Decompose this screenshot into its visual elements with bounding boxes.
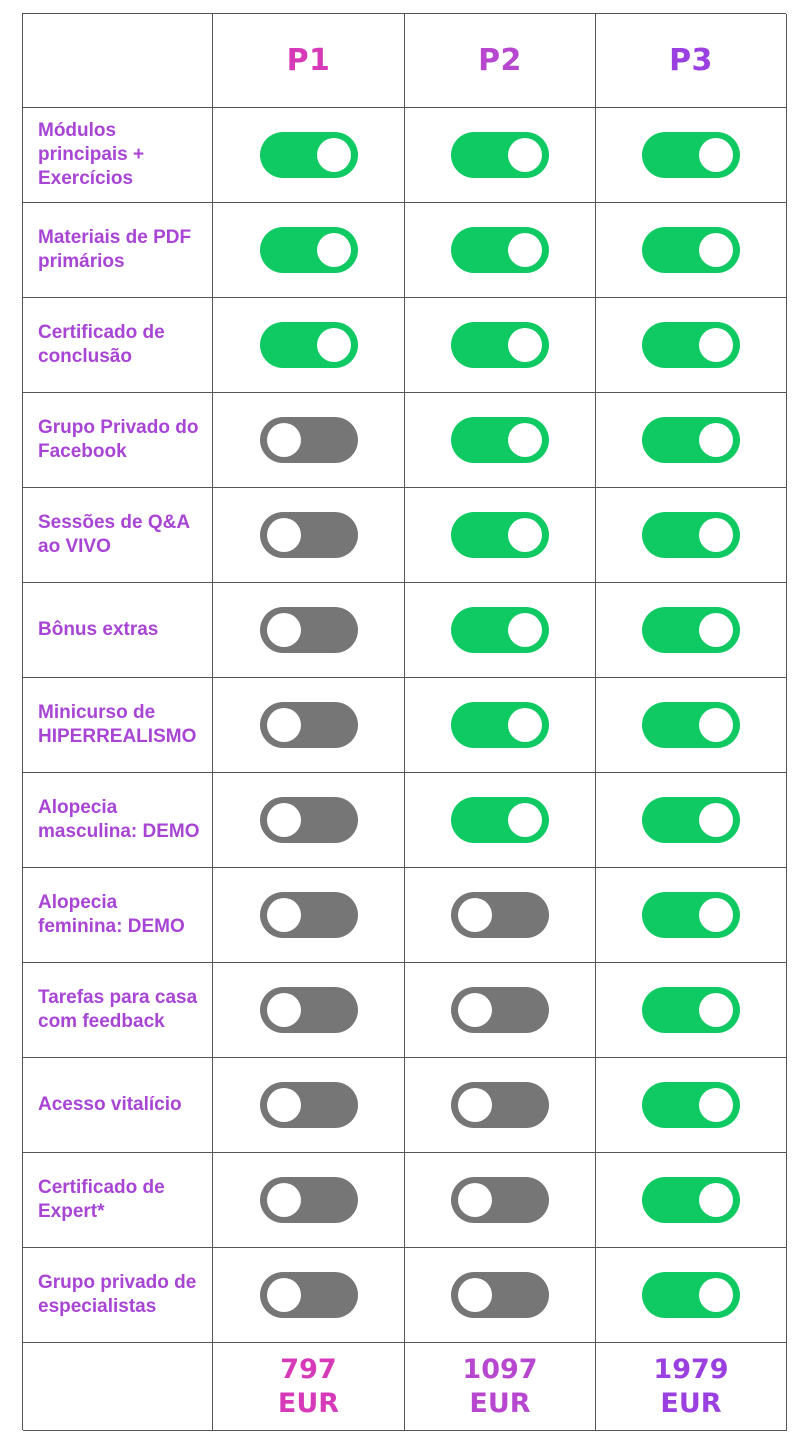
toggle-on-icon[interactable] xyxy=(451,417,549,463)
feature-label: Sessões de Q&A ao VIVO xyxy=(38,512,190,557)
plan-header-cell xyxy=(596,14,787,108)
toggle-knob xyxy=(508,138,542,172)
toggle-off-icon[interactable] xyxy=(451,987,549,1033)
toggle-knob xyxy=(699,803,733,837)
toggle-knob xyxy=(267,803,301,837)
feature-toggle-cell xyxy=(405,393,596,488)
toggle-knob xyxy=(699,1088,733,1122)
feature-label: Materiais de PDF primários xyxy=(38,227,192,272)
toggle-off-icon[interactable] xyxy=(260,1177,358,1223)
feature-label-cell xyxy=(23,583,213,678)
toggle-on-icon[interactable] xyxy=(451,322,549,368)
feature-toggle-cell xyxy=(596,678,787,773)
toggle-knob xyxy=(699,233,733,267)
toggle-off-icon[interactable] xyxy=(451,892,549,938)
feature-toggle-cell xyxy=(405,298,596,393)
feature-label: Minicurso de HIPERREALISMO xyxy=(38,702,197,747)
feature-toggle-cell xyxy=(405,963,596,1058)
toggle-on-icon[interactable] xyxy=(642,892,740,938)
toggle-knob xyxy=(699,138,733,172)
feature-toggle-cell xyxy=(213,773,405,868)
feature-toggle-cell xyxy=(596,298,787,393)
toggle-knob xyxy=(508,518,542,552)
toggle-knob xyxy=(267,993,301,1027)
plan-name: P2 xyxy=(478,43,522,78)
toggle-on-icon[interactable] xyxy=(451,702,549,748)
toggle-off-icon[interactable] xyxy=(260,892,358,938)
plan-price xyxy=(278,1353,339,1421)
feature-toggle-cell xyxy=(596,868,787,963)
feature-toggle-cell xyxy=(213,868,405,963)
feature-label-cell xyxy=(23,1153,213,1248)
toggle-on-icon[interactable] xyxy=(451,607,549,653)
toggle-on-icon[interactable] xyxy=(642,1272,740,1318)
feature-label: Grupo Privado do Facebook xyxy=(38,417,199,462)
toggle-off-icon[interactable] xyxy=(260,987,358,1033)
feature-label-cell xyxy=(23,108,213,203)
feature-label: Módulos principais + Exercícios xyxy=(38,120,145,189)
plan-name: P1 xyxy=(286,43,331,78)
toggle-knob xyxy=(508,423,542,457)
feature-toggle-cell xyxy=(596,203,787,298)
toggle-knob xyxy=(267,898,301,932)
price-cell xyxy=(596,1343,787,1431)
toggle-knob xyxy=(458,1183,492,1217)
feature-toggle-cell xyxy=(405,488,596,583)
feature-toggle-cell xyxy=(213,1248,405,1343)
feature-toggle-cell xyxy=(213,203,405,298)
feature-toggle-cell xyxy=(213,963,405,1058)
toggle-on-icon[interactable] xyxy=(642,227,740,273)
toggle-on-icon[interactable] xyxy=(642,417,740,463)
feature-toggle-cell xyxy=(596,1058,787,1153)
price-currency: EUR xyxy=(277,1387,340,1419)
toggle-knob xyxy=(508,233,542,267)
feature-toggle-cell xyxy=(405,773,596,868)
price-amount: 1979 xyxy=(653,1353,729,1385)
toggle-off-icon[interactable] xyxy=(451,1082,549,1128)
toggle-on-icon[interactable] xyxy=(642,1177,740,1223)
feature-label: Acesso vitalício xyxy=(38,1094,182,1116)
feature-toggle-cell xyxy=(596,1153,787,1248)
toggle-knob xyxy=(458,1088,492,1122)
feature-toggle-cell xyxy=(405,1058,596,1153)
toggle-knob xyxy=(267,1183,301,1217)
toggle-on-icon[interactable] xyxy=(642,132,740,178)
feature-toggle-cell xyxy=(596,108,787,203)
feature-label: Tarefas para casa com feedback xyxy=(38,987,198,1032)
toggle-knob xyxy=(699,328,733,362)
toggle-on-icon[interactable] xyxy=(642,607,740,653)
feature-label: Alopecia masculina: DEMO xyxy=(38,797,200,842)
feature-label-cell xyxy=(23,1058,213,1153)
toggle-off-icon[interactable] xyxy=(451,1177,549,1223)
toggle-knob xyxy=(699,708,733,742)
toggle-on-icon[interactable] xyxy=(642,512,740,558)
feature-label-cell xyxy=(23,488,213,583)
toggle-knob xyxy=(699,1278,733,1312)
toggle-off-icon[interactable] xyxy=(451,1272,549,1318)
toggle-knob xyxy=(317,233,351,267)
toggle-on-icon[interactable] xyxy=(451,227,549,273)
feature-toggle-cell xyxy=(405,108,596,203)
feature-toggle-cell xyxy=(596,393,787,488)
feature-toggle-cell xyxy=(405,1248,596,1343)
feature-label-cell xyxy=(23,393,213,488)
feature-label-cell xyxy=(23,203,213,298)
toggle-off-icon[interactable] xyxy=(260,1082,358,1128)
toggle-knob xyxy=(699,898,733,932)
price-amount: 1097 xyxy=(462,1353,538,1385)
toggle-knob xyxy=(508,708,542,742)
feature-toggle-cell xyxy=(213,583,405,678)
toggle-on-icon[interactable] xyxy=(642,702,740,748)
feature-toggle-cell xyxy=(405,868,596,963)
feature-toggle-cell xyxy=(405,1153,596,1248)
price-amount: 797 xyxy=(280,1353,337,1385)
toggle-on-icon[interactable] xyxy=(451,132,549,178)
toggle-knob xyxy=(699,423,733,457)
toggle-knob xyxy=(699,1183,733,1217)
toggle-knob xyxy=(317,138,351,172)
toggle-on-icon[interactable] xyxy=(260,132,358,178)
toggle-knob xyxy=(508,803,542,837)
feature-label-cell xyxy=(23,963,213,1058)
feature-label-cell xyxy=(23,1248,213,1343)
price-currency: EUR xyxy=(469,1387,531,1419)
plan-name: P3 xyxy=(669,43,713,78)
feature-label-cell xyxy=(23,868,213,963)
plan-price xyxy=(462,1353,537,1421)
plan-price xyxy=(653,1353,728,1421)
feature-label: Certificado de Expert* xyxy=(38,1177,165,1222)
toggle-off-icon[interactable] xyxy=(260,607,358,653)
toggle-on-icon[interactable] xyxy=(260,227,358,273)
feature-label: Certificado de conclusão xyxy=(38,322,165,367)
toggle-knob xyxy=(458,1278,492,1312)
feature-label-cell xyxy=(23,678,213,773)
price-cell xyxy=(405,1343,596,1431)
toggle-knob xyxy=(508,613,542,647)
toggle-knob xyxy=(699,613,733,647)
toggle-knob xyxy=(267,1088,301,1122)
price-corner-cell xyxy=(23,1343,213,1431)
plan-header-cell xyxy=(405,14,596,108)
feature-toggle-cell xyxy=(213,488,405,583)
toggle-knob xyxy=(267,708,301,742)
feature-label: Bônus extras xyxy=(38,619,159,641)
feature-label-cell xyxy=(23,298,213,393)
feature-toggle-cell xyxy=(213,678,405,773)
toggle-on-icon[interactable] xyxy=(642,797,740,843)
feature-toggle-cell xyxy=(213,1058,405,1153)
toggle-off-icon[interactable] xyxy=(260,797,358,843)
toggle-on-icon[interactable] xyxy=(451,512,549,558)
feature-toggle-cell xyxy=(405,583,596,678)
toggle-knob xyxy=(458,993,492,1027)
toggle-knob xyxy=(508,328,542,362)
toggle-off-icon[interactable] xyxy=(260,1272,358,1318)
feature-label: Alopecia feminina: DEMO xyxy=(38,892,185,937)
pricing-comparison-table xyxy=(22,13,786,1430)
feature-toggle-cell xyxy=(596,583,787,678)
feature-toggle-cell xyxy=(213,393,405,488)
toggle-on-icon[interactable] xyxy=(642,1082,740,1128)
feature-toggle-cell xyxy=(405,678,596,773)
feature-toggle-cell xyxy=(596,773,787,868)
toggle-knob xyxy=(267,518,301,552)
feature-toggle-cell xyxy=(596,963,787,1058)
price-currency: EUR xyxy=(660,1387,722,1419)
toggle-knob xyxy=(267,423,301,457)
toggle-knob xyxy=(699,518,733,552)
toggle-knob xyxy=(267,1278,301,1312)
toggle-knob xyxy=(458,898,492,932)
toggle-off-icon[interactable] xyxy=(260,702,358,748)
feature-toggle-cell xyxy=(405,203,596,298)
price-cell xyxy=(213,1343,405,1431)
feature-toggle-cell xyxy=(213,298,405,393)
toggle-on-icon[interactable] xyxy=(260,322,358,368)
toggle-knob xyxy=(267,613,301,647)
toggle-knob xyxy=(699,993,733,1027)
feature-toggle-cell xyxy=(596,488,787,583)
toggle-on-icon[interactable] xyxy=(451,797,549,843)
toggle-on-icon[interactable] xyxy=(642,987,740,1033)
feature-toggle-cell xyxy=(213,1153,405,1248)
toggle-on-icon[interactable] xyxy=(642,322,740,368)
feature-label: Grupo privado de especialistas xyxy=(38,1272,197,1317)
feature-toggle-cell xyxy=(213,108,405,203)
feature-label-cell xyxy=(23,773,213,868)
corner-cell xyxy=(23,14,213,108)
feature-toggle-cell xyxy=(596,1248,787,1343)
toggle-knob xyxy=(317,328,351,362)
plan-header-cell xyxy=(213,14,405,108)
toggle-off-icon[interactable] xyxy=(260,417,358,463)
toggle-off-icon[interactable] xyxy=(260,512,358,558)
